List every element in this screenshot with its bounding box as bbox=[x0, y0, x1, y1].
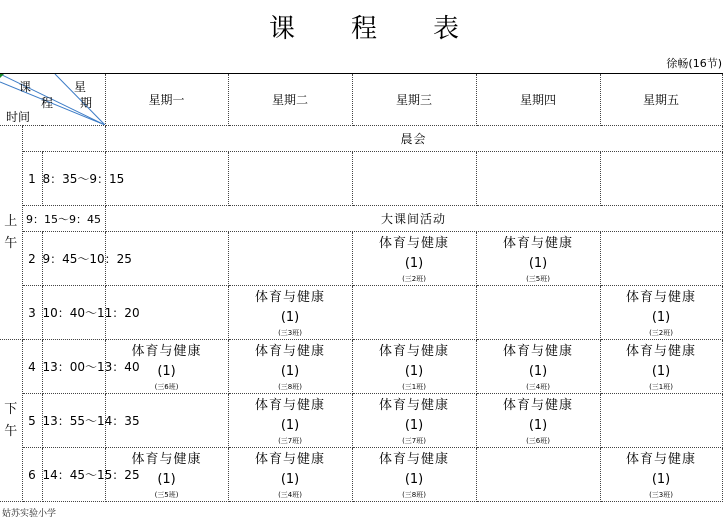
schedule-table bbox=[0, 73, 723, 502]
class-cell: 体育与健康 (1) (三4班) bbox=[228, 448, 352, 502]
period-num: 5 bbox=[22, 394, 42, 448]
class-cell: 体育与健康 (1) (三8班) bbox=[228, 340, 352, 394]
big-break: 大课间活动 bbox=[105, 206, 722, 232]
class-cell bbox=[600, 152, 722, 206]
class-cell: 体育与健康 (1) (三6班) bbox=[476, 394, 600, 448]
school-footer: 姑苏实验小学 bbox=[2, 509, 57, 519]
period-num: 2 bbox=[22, 232, 42, 286]
corner-qi: 期 bbox=[80, 96, 93, 110]
class-cell: 体育与健康 (1) (三4班) bbox=[476, 340, 600, 394]
class-cell: 体育与健康 (1) (三7班) bbox=[352, 394, 476, 448]
class-cell bbox=[352, 286, 476, 340]
class-cell: 体育与健康 (1) (三8班) bbox=[352, 448, 476, 502]
class-cell: 体育与健康 (1) (三6班) bbox=[105, 340, 228, 394]
period-row bbox=[0, 394, 722, 448]
title-char: 表 bbox=[433, 14, 460, 44]
period-time: 13：55～14：35 bbox=[42, 394, 105, 448]
period-row bbox=[0, 152, 722, 206]
class-cell bbox=[228, 152, 352, 206]
period-time: 10：40～11：20 bbox=[42, 286, 105, 340]
morning-meeting: 晨会 bbox=[105, 126, 722, 152]
class-cell bbox=[476, 448, 600, 502]
corner-cheng: 程 bbox=[41, 96, 54, 110]
day-header: 星期四 bbox=[476, 74, 600, 126]
class-cell bbox=[600, 394, 722, 448]
period-row bbox=[0, 232, 722, 286]
header-corner bbox=[0, 74, 105, 126]
class-cell: 体育与健康 (1) (三2班) bbox=[600, 286, 722, 340]
morning-label: 上 午 bbox=[0, 126, 22, 340]
class-cell bbox=[600, 232, 722, 286]
teacher-label: 徐畅(16节) bbox=[666, 57, 722, 70]
day-header: 星期五 bbox=[600, 74, 722, 126]
period-time: 14：45～15：25 bbox=[42, 448, 105, 502]
title-char: 程 bbox=[350, 14, 377, 44]
class-cell: 体育与健康 (1) (三7班) bbox=[228, 394, 352, 448]
period-num: 4 bbox=[22, 340, 42, 394]
class-cell: 体育与健康 (1) (三2班) bbox=[352, 232, 476, 286]
period-row bbox=[0, 448, 722, 502]
period-num: 1 bbox=[22, 152, 42, 206]
period-time: 8：35～9：15 bbox=[42, 152, 105, 206]
break-time: 9：15～9：45 bbox=[22, 206, 105, 232]
period-row bbox=[0, 286, 722, 340]
period-time: 13：00～13：40 bbox=[42, 340, 105, 394]
period-time: 9：45～10：25 bbox=[42, 232, 105, 286]
corner-ke: 课 bbox=[19, 80, 32, 94]
class-cell bbox=[476, 152, 600, 206]
class-cell bbox=[352, 152, 476, 206]
class-cell bbox=[228, 232, 352, 286]
empty-cell bbox=[22, 126, 105, 152]
class-cell: 体育与健康 (1) (三3班) bbox=[600, 448, 722, 502]
corner-shijian: 时间 bbox=[6, 110, 31, 124]
day-header: 星期一 bbox=[105, 74, 228, 126]
day-header: 星期二 bbox=[228, 74, 352, 126]
class-cell: 体育与健康 (1) (三1班) bbox=[352, 340, 476, 394]
class-cell: 体育与健康 (1) (三3班) bbox=[228, 286, 352, 340]
day-header: 星期三 bbox=[352, 74, 476, 126]
class-cell: 体育与健康 (1) (三5班) bbox=[105, 448, 228, 502]
class-cell: 体育与健康 (1) (三1班) bbox=[600, 340, 722, 394]
period-row bbox=[0, 340, 722, 394]
afternoon-label: 下 午 bbox=[0, 340, 22, 502]
page-title bbox=[0, 8, 728, 45]
title-char: 课 bbox=[268, 14, 295, 44]
period-num: 6 bbox=[22, 448, 42, 502]
corner-xing: 星 bbox=[74, 80, 87, 94]
period-num: 3 bbox=[22, 286, 42, 340]
class-cell bbox=[476, 286, 600, 340]
class-cell: 体育与健康 (1) (三5班) bbox=[476, 232, 600, 286]
